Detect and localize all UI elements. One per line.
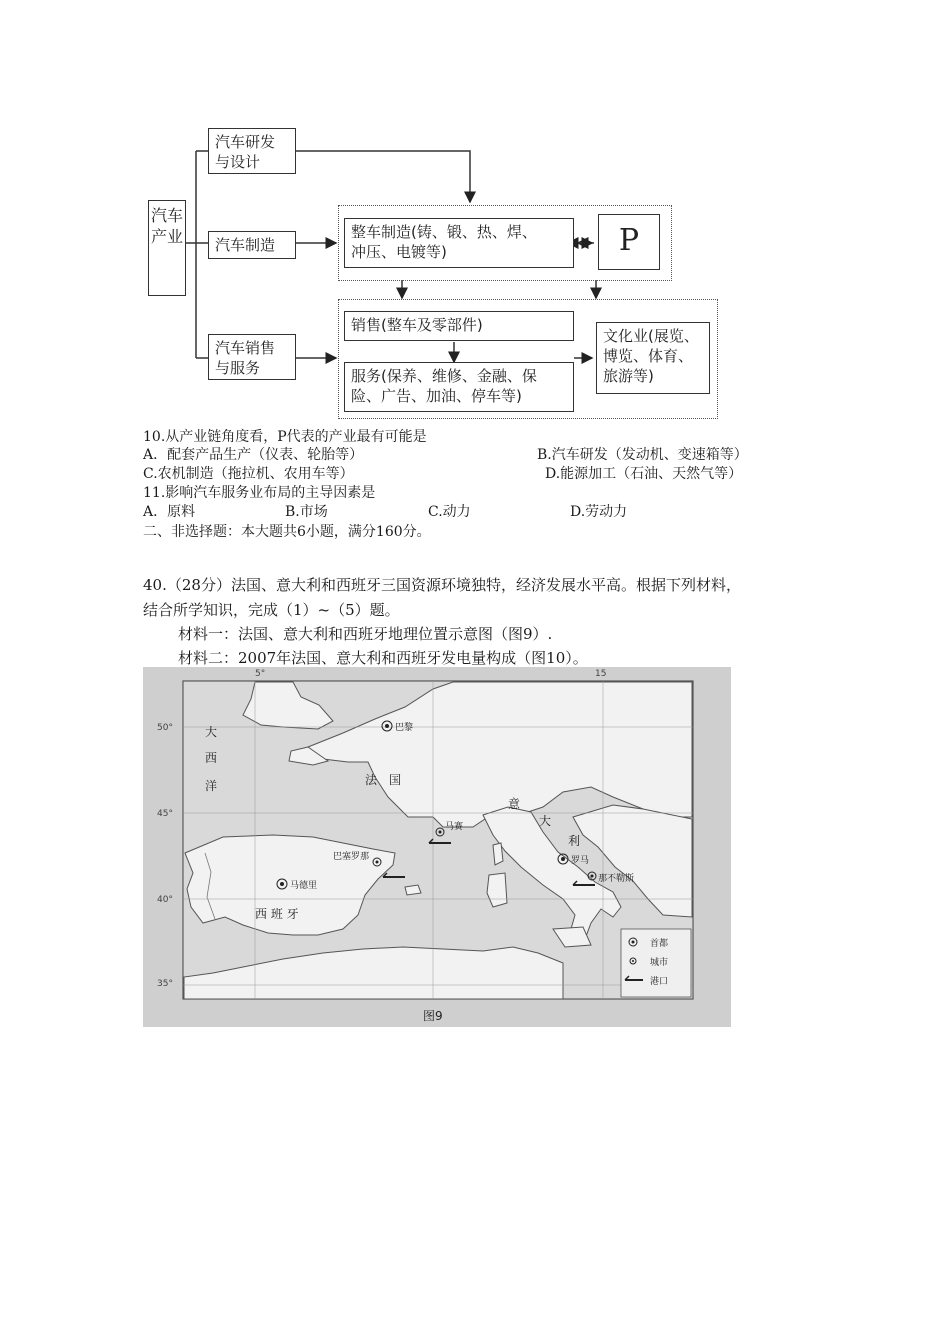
italy-char-2: 大 <box>539 814 552 828</box>
lat-35-label: 35° <box>157 979 173 989</box>
service-label: 服务(保养、维修、金融、保 险、广告、加油、停车等) <box>351 367 537 405</box>
culture-label: 文化业(展览、 博览、体育、 旅游等) <box>603 327 699 385</box>
france-label: 法 国 <box>365 773 402 787</box>
sales-label: 汽车销售 与服务 <box>215 339 276 377</box>
ocean-char-1: 大 <box>205 725 218 739</box>
rd-design-box <box>208 128 296 174</box>
italy-char-1: 意 <box>508 797 521 811</box>
rome-label: 罗马 <box>571 856 590 866</box>
italy-char-3: 利 <box>568 834 581 848</box>
lon-5-label: 5° <box>255 669 266 679</box>
q10-option-d: D.能源加工（石油、天然气等） <box>545 466 743 482</box>
whole-vehicle-label: 整车制造(铸、锻、热、焊、 冲压、电镀等) <box>351 223 537 261</box>
naples-label: 那不勒斯 <box>598 874 635 884</box>
map-drawing <box>143 667 731 1027</box>
manufacture-box <box>208 231 296 259</box>
ocean-char-2: 西 <box>205 751 218 765</box>
auto-industry-diagram <box>140 118 730 428</box>
q11-stem: 11.影响汽车服务业布局的主导因素是 <box>143 485 376 501</box>
q10-stem: 10.从产业链角度看，P代表的产业最有可能是 <box>143 429 427 445</box>
selling-label: 销售(整车及零部件) <box>351 316 483 334</box>
lat-45-label: 45° <box>157 809 173 819</box>
culture-box <box>596 322 710 394</box>
figure-caption: 图9 <box>423 1009 443 1023</box>
material-two: 材料二：2007年法国、意大利和西班牙发电量构成（图10）。 <box>178 649 588 667</box>
q10-option-a: A．配套产品生产（仪表、轮胎等） <box>143 447 364 463</box>
manufacture-label: 汽车制造 <box>215 236 276 254</box>
legend-port-label: 港口 <box>650 977 669 987</box>
p-box <box>598 214 660 270</box>
paris-label: 巴黎 <box>395 723 414 733</box>
marseille-label: 马赛 <box>445 822 464 832</box>
sales-service-box <box>208 334 296 380</box>
legend-capital-label: 首都 <box>650 939 669 949</box>
lat-50-label: 50° <box>157 723 173 733</box>
lon-15-label: 15 <box>595 669 607 679</box>
q10-option-c: C.农机制造（拖拉机、农用车等） <box>143 466 354 482</box>
legend-city-label: 城市 <box>650 958 669 968</box>
root-auto-industry <box>148 200 186 296</box>
q40-line1: 40.（28分）法国、意大利和西班牙三国资源环境独特，经济发展水平高。根据下列材料， <box>143 576 741 594</box>
barcelona-label: 巴塞罗那 <box>333 852 370 862</box>
root-label: 汽车产业 <box>151 206 184 246</box>
service-box <box>344 362 574 412</box>
q11-option-a: A．原料 <box>143 504 196 520</box>
q11-option-b: B.市场 <box>285 504 328 520</box>
ocean-char-3: 洋 <box>205 779 218 793</box>
whole-vehicle-box <box>344 218 574 268</box>
rd-label: 汽车研发 与设计 <box>215 133 276 171</box>
spain-label: 西 班 牙 <box>255 907 299 921</box>
madrid-label: 马德里 <box>290 881 318 891</box>
q11-option-c: C.动力 <box>428 504 471 520</box>
q40-line2: 结合所学知识，完成（1）~（5）题。 <box>143 601 400 619</box>
material-one: 材料一：法国、意大利和西班牙地理位置示意图（图9）. <box>178 625 553 643</box>
map-figure-9 <box>143 667 731 1027</box>
q11-option-d: D.劳动力 <box>570 504 628 520</box>
p-label: P <box>618 223 640 258</box>
selling-box <box>344 311 574 341</box>
section-two-heading: 二、非选择题：本大题共6小题，满分160分。 <box>143 524 431 540</box>
lat-40-label: 40° <box>157 895 173 905</box>
q10-option-b: B.汽车研发（发动机、变速箱等） <box>537 447 748 463</box>
